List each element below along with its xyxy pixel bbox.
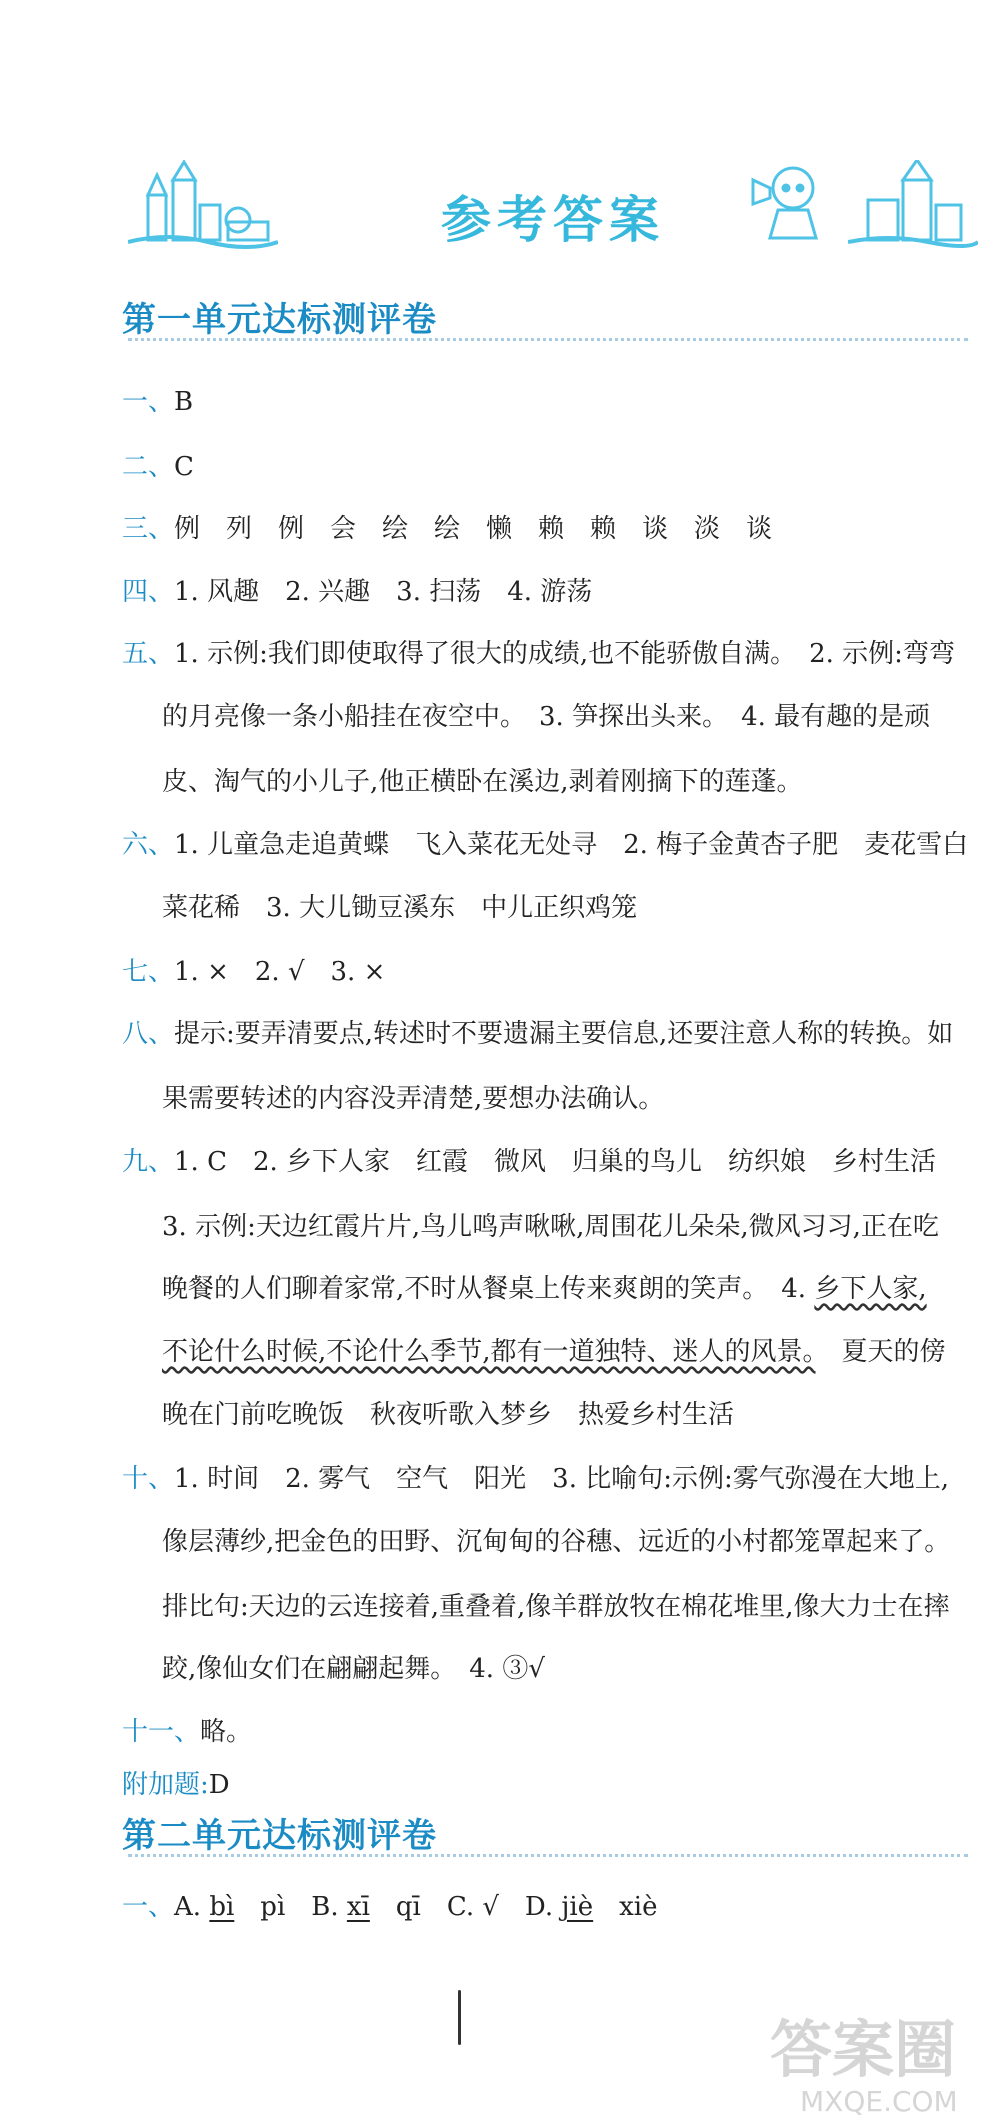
answer-text: B	[174, 387, 194, 417]
girl-with-megaphone-illustration	[748, 160, 838, 250]
answer-text: 1. 示例:我们即使取得了很大的成绩,也不能骄傲自满。 2. 示例:弯弯	[174, 639, 955, 669]
answer-line	[122, 385, 193, 419]
answer-line	[122, 1768, 230, 1802]
pen-mark	[458, 1990, 461, 2045]
answer-line	[162, 700, 930, 734]
question-number: 一、	[122, 387, 175, 417]
answer-text: 果需要转述的内容没弄清楚,要想办法确认。	[162, 1084, 665, 1114]
question-number: 六、	[122, 830, 175, 860]
question-number: 三、	[122, 514, 175, 544]
answer-line	[122, 575, 592, 609]
answer-text: 1. 时间 2. 雾气 空气 阳光 3. 比喻句:示例:雾气弥漫在大地上,	[174, 1464, 950, 1494]
section-title-2: 第二单元达标测评卷	[122, 1816, 437, 1856]
answer-text: 1. C 2. 乡下人家 红霞 微风 归巢的鸟儿 纺织娘 乡村生活	[174, 1147, 937, 1177]
answer-text: 夏天的傍	[815, 1337, 946, 1367]
section-divider-1	[128, 338, 968, 341]
answer-text: 跤,像仙女们在翩翩起舞。 4. ③√	[162, 1654, 545, 1684]
answer-line	[122, 450, 194, 484]
answer-line	[122, 512, 772, 546]
answer-text: 3. 示例:天边红霞片片,鸟儿鸣声啾啾,周围花儿朵朵,微风习习,正在吃	[162, 1212, 939, 1242]
question-number: 二、	[122, 452, 175, 482]
watermark-logo	[760, 2001, 990, 2121]
underlined-answer: 乡下人家,	[814, 1274, 927, 1304]
answer-text: 略。	[200, 1717, 253, 1747]
answer-text: 的月亮像一条小船挂在夜空中。 3. 笋探出头来。 4. 最有趣的是顽	[162, 702, 931, 732]
answer-text: 1. 儿童急走追黄蝶 飞入菜花无处寻 2. 梅子金黄杏子肥 麦花雪白	[174, 830, 969, 860]
answer-text: 晚餐的人们聊着家常,不时从餐桌上传来爽朗的笑声。 4.	[162, 1274, 815, 1304]
answer-line	[162, 1525, 950, 1559]
answer-text: C	[174, 452, 194, 482]
answer-text: D	[208, 1770, 230, 1800]
question-number: 十、	[122, 1464, 175, 1494]
answer-line	[162, 1082, 664, 1116]
answer-line	[162, 891, 637, 925]
answer-line	[122, 1890, 658, 1924]
question-number: 附加题:	[122, 1770, 209, 1800]
underlined-answer: 不论什么时候,不论什么季节,都有一道独特、迷人的风景。	[162, 1337, 816, 1367]
answer-text: 1. × 2. √ 3. ×	[174, 957, 386, 987]
question-number: 九、	[122, 1147, 175, 1177]
answer-line	[162, 765, 803, 799]
section-title-1: 第一单元达标测评卷	[122, 300, 437, 340]
answer-line	[122, 1017, 953, 1051]
question-number: 七、	[122, 957, 175, 987]
section-divider-2	[128, 1854, 968, 1857]
answer-text: 1. 风趣 2. 兴趣 3. 扫荡 4. 游荡	[174, 577, 593, 607]
answer-text: 像层薄纱,把金色的田野、沉甸甸的谷穗、远近的小村都笼罩起来了。	[162, 1527, 951, 1557]
city-right-illustration	[848, 160, 978, 250]
answer-line	[122, 828, 968, 862]
answer-text: 菜花稀 3. 大儿锄豆溪东 中儿正织鸡笼	[162, 893, 638, 923]
svg-text:答案圈: 答案圈	[770, 2013, 957, 2086]
answer-line	[122, 1145, 936, 1179]
answer-line	[122, 1462, 949, 1496]
answer-line	[162, 1398, 734, 1432]
page-title: 参考答案	[441, 191, 665, 249]
header-banner	[128, 160, 978, 250]
answer-text: 提示:要弄清要点,转述时不要遗漏主要信息,还要注意人称的转换。如	[174, 1019, 954, 1049]
answer-line	[122, 637, 955, 671]
answer-line	[162, 1272, 927, 1306]
answer-line	[122, 955, 385, 989]
answer-text: 排比句:天边的云连接着,重叠着,像羊群放牧在棉花堆里,像大力士在摔	[162, 1592, 950, 1622]
answer-line	[162, 1210, 939, 1244]
svg-text:MXQE.COM: MXQE.COM	[800, 2085, 958, 2118]
answer-line	[122, 1715, 252, 1749]
answer-line	[162, 1335, 946, 1369]
question-number: 一、	[122, 1892, 175, 1922]
answer-line	[162, 1652, 545, 1686]
answer-text: 皮、淘气的小儿子,他正横卧在溪边,剥着刚摘下的莲蓬。	[162, 767, 803, 797]
answer-text: 例 列 例 会 绘 绘 懒 赖 赖 谈 淡 谈	[174, 514, 773, 544]
answer-line	[162, 1590, 950, 1624]
answer-text: A. bì pì B. xī qī C. √ D. jiè xiè	[174, 1892, 658, 1922]
question-number: 八、	[122, 1019, 175, 1049]
question-number: 四、	[122, 577, 175, 607]
answer-text: 晚在门前吃晚饭 秋夜听歌入梦乡 热爱乡村生活	[162, 1400, 735, 1430]
question-number: 五、	[122, 639, 175, 669]
question-number: 十一、	[122, 1717, 201, 1747]
